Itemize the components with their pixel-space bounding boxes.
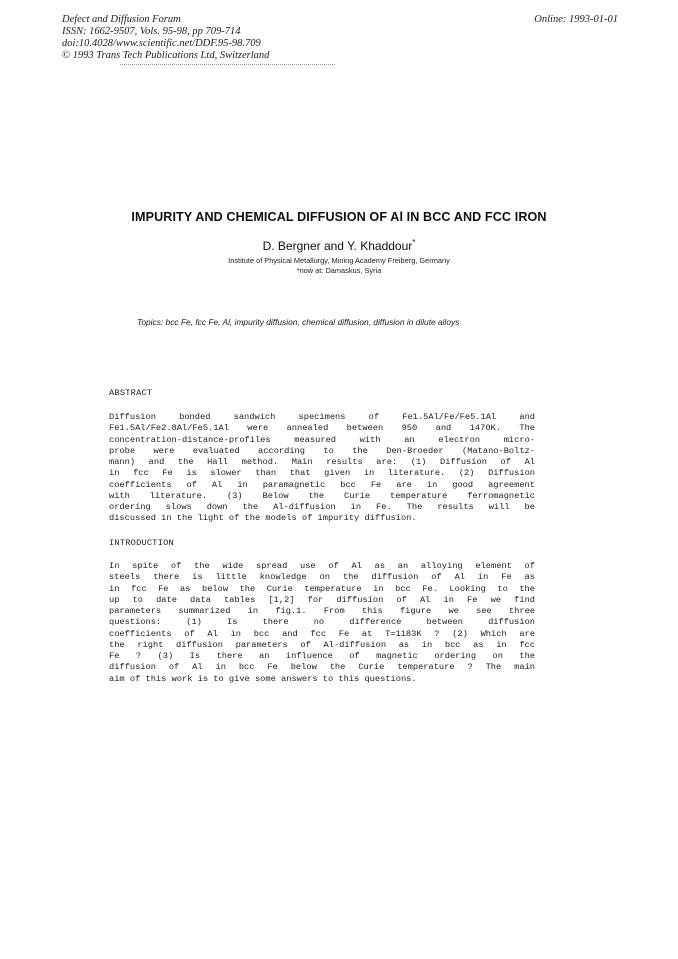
introduction-line: parameters summarized in fig.1. From this figure we see three — [109, 606, 535, 616]
copyright-line: © 1993 Trans Tech Publications Ltd, Switzerland — [62, 50, 270, 61]
abstract-heading: ABSTRACT — [109, 388, 153, 398]
paper-authors — [0, 238, 678, 253]
abstract-line: Diffusion bonded sandwich specimens of Fe1.5Al/Fe/Fe5.1Al and — [109, 412, 535, 422]
introduction-line: diffusion of Al in bcc Fe below the Curie temperature ? The main — [109, 662, 535, 673]
introduction-line: steels there is little knowledge on the diffusion of Al in Fe as — [109, 572, 535, 583]
introduction-text — [109, 561, 535, 685]
journal-name: Defect and Diffusion Forum — [62, 14, 181, 25]
author-present-address: *now at: Damaskus, Syria — [296, 266, 382, 275]
abstract-line: discussed in the light of the models of impurity diffusion. — [109, 513, 417, 524]
abstract-line: Fe1.5Al/Fe2.8Al/Fe5.1Al were annealed between 950 and 1470K. The — [109, 423, 535, 434]
introduction-line: aim of this work is to give some answers to this questions. — [109, 673, 417, 684]
abstract-line: with literature. (3) Below the Curie temperature ferromagnetic — [109, 490, 535, 501]
abstract-line: mann) and the Hall method. Main results are: (1) Diffusion of Al — [109, 457, 535, 467]
abstract-line: in fcc Fe is slower than that given in literature. (2) Diffusion — [109, 468, 535, 479]
scan-artifact-line — [120, 64, 335, 65]
online-date: Online: 1993-01-01 — [534, 14, 618, 25]
paper-title: IMPURITY AND CHEMICAL DIFFUSION OF Al IN BCC AND FCC IRON — [131, 210, 547, 224]
issn-line: ISSN: 1662-9507, Vols. 95-98, pp 709-714 — [62, 26, 241, 37]
abstract-line: concentration-distance-profiles measured with an electron micro- — [109, 434, 535, 445]
author-footnote-mark: * — [412, 238, 416, 247]
introduction-line: in fcc Fe as below the Curie temperature in bcc Fe. Looking to the — [109, 583, 535, 594]
author-names: D. Bergner and Y. Khaddour — [262, 239, 413, 253]
introduction-line: coefficients of Al in bcc and fcc Fe at T=1183K ? (2) Which are — [109, 628, 535, 639]
doi-line[interactable]: doi:10.4028/www.scientific.net/DDF.95-98.709 — [62, 38, 261, 49]
introduction-heading: INTRODUCTION — [109, 538, 174, 548]
author-affiliation: Institute of Physical Metallurgy, Mining Academy Freiberg, Germany — [228, 256, 450, 265]
abstract-line: probe were evaluated according to the Den-Broeder (Matano-Boltz- — [109, 445, 535, 456]
introduction-line: up to date data tables [1,2] for diffusion of Al in Fe we find — [109, 594, 535, 605]
abstract-line: ordering slows down the Al-diffusion in Fe. The results will be — [109, 502, 535, 512]
abstract-text — [109, 412, 535, 525]
introduction-line: Fe ? (3) Is there an influence of magnetic ordering on the — [109, 651, 535, 661]
abstract-line: coefficients of Al in paramagnetic bcc Fe are in good agreement — [109, 479, 535, 490]
topics-keywords: Topics: bcc Fe, fcc Fe, Al, impurity diffusion, chemical diffusion, diffusion in dilute alloys — [137, 317, 460, 327]
introduction-line: In spite of the wide spread use of Al as an alloying element of — [109, 561, 535, 571]
introduction-line: the right diffusion parameters of Al-diffusion as in bcc as in fcc — [109, 639, 535, 650]
publication-header — [62, 14, 269, 62]
introduction-line: questions: (1) Is there no difference between diffusion — [109, 617, 535, 628]
